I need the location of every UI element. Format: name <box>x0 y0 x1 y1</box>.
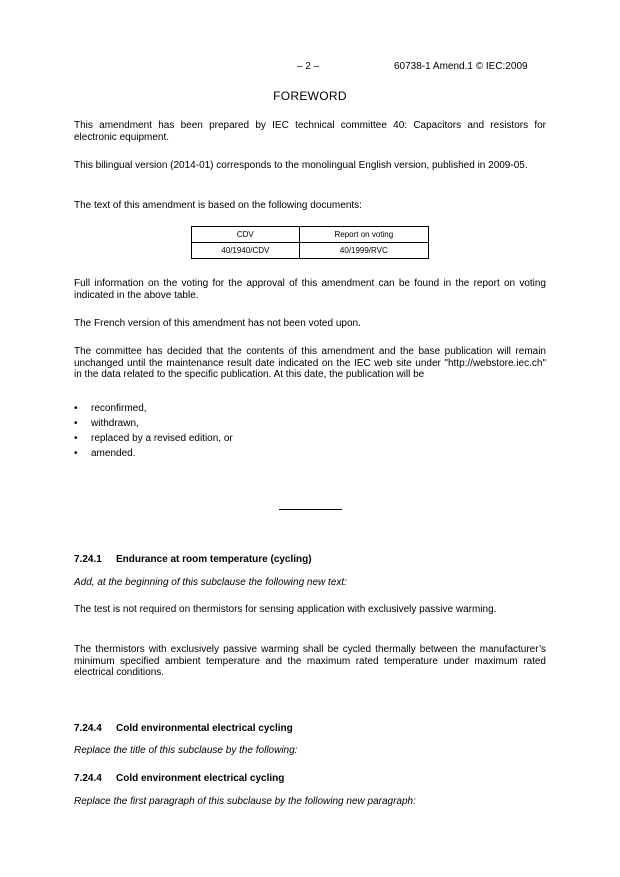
bullet-icon: • <box>74 448 78 459</box>
section-heading-7-24-4 <box>74 723 293 735</box>
list-item: • amended. <box>74 448 136 459</box>
foreword-paragraph-2: This bilingual version (2014-01) corresponds to the monolingual English version, published in 2009-05. <box>74 160 528 171</box>
amendment-instruction-2: Replace the title of this subclause by the following: <box>74 745 298 756</box>
documents-table <box>191 226 429 259</box>
table-header-row <box>192 227 429 243</box>
table-cell-cdv: 40/1940/CDV <box>192 243 300 259</box>
section-heading-7-24-1 <box>74 554 312 566</box>
table-row <box>192 243 429 259</box>
section-paragraph-2: The thermistors with exclusively passive warming shall be cycled thermally between the manufacturer’s minimum specified ambient temperature and the maximum rated temperature under maximum rated electrical conditions. <box>74 644 546 678</box>
section-title: Cold environmental electrical cycling <box>116 723 293 734</box>
list-item: • withdrawn, <box>74 418 139 429</box>
foreword-paragraph-5: The French version of this amendment has not been voted upon. <box>74 318 361 329</box>
foreword-paragraph-3: The text of this amendment is based on the following documents: <box>74 200 362 211</box>
table-header-report-on-voting: Report on voting <box>299 227 428 243</box>
section-title: Endurance at room temperature (cycling) <box>116 554 312 565</box>
page-title: FOREWORD <box>273 89 347 103</box>
section-heading-7-24-4-new <box>74 773 284 785</box>
table-header-cdv: CDV <box>192 227 300 243</box>
section-paragraph-1: The test is not required on thermistors for sensing application with exclusively passive warming. <box>74 604 497 615</box>
bullet-icon: • <box>74 403 78 414</box>
amendment-instruction-3: Replace the first paragraph of this subclause by the following new paragraph: <box>74 796 416 807</box>
section-number: 7.24.4 <box>74 773 102 784</box>
page-number: – 2 – <box>297 61 320 72</box>
separator-line <box>279 509 342 510</box>
foreword-paragraph-6: The committee has decided that the contents of this amendment and the base publication will remain unchanged until the maintenance result date indicated on the IEC web site under "http://webstore.iec.ch" in the data related to the specific publication. At this date, the publication will be <box>74 346 546 380</box>
list-item: • replaced by a revised edition, or <box>74 433 233 444</box>
amendment-instruction-1: Add, at the beginning of this subclause the following new text: <box>74 577 347 588</box>
section-title: Cold environment electrical cycling <box>116 773 285 784</box>
section-number: 7.24.4 <box>74 723 102 734</box>
outcome-list <box>74 403 233 463</box>
section-number: 7.24.1 <box>74 554 102 565</box>
foreword-paragraph-1: This amendment has been prepared by IEC technical committee 40: Capacitors and resistors for electronic equipment. <box>74 120 546 143</box>
bullet-icon: • <box>74 433 78 444</box>
list-item: • reconfirmed, <box>74 403 147 414</box>
bullet-icon: • <box>74 418 78 429</box>
document-reference: 60738-1 Amend.1 © IEC:2009 <box>394 61 528 72</box>
foreword-paragraph-4: Full information on the voting for the approval of this amendment can be found in the report on voting indicated in the above table. <box>74 278 546 301</box>
table-cell-rvc: 40/1999/RVC <box>299 243 428 259</box>
